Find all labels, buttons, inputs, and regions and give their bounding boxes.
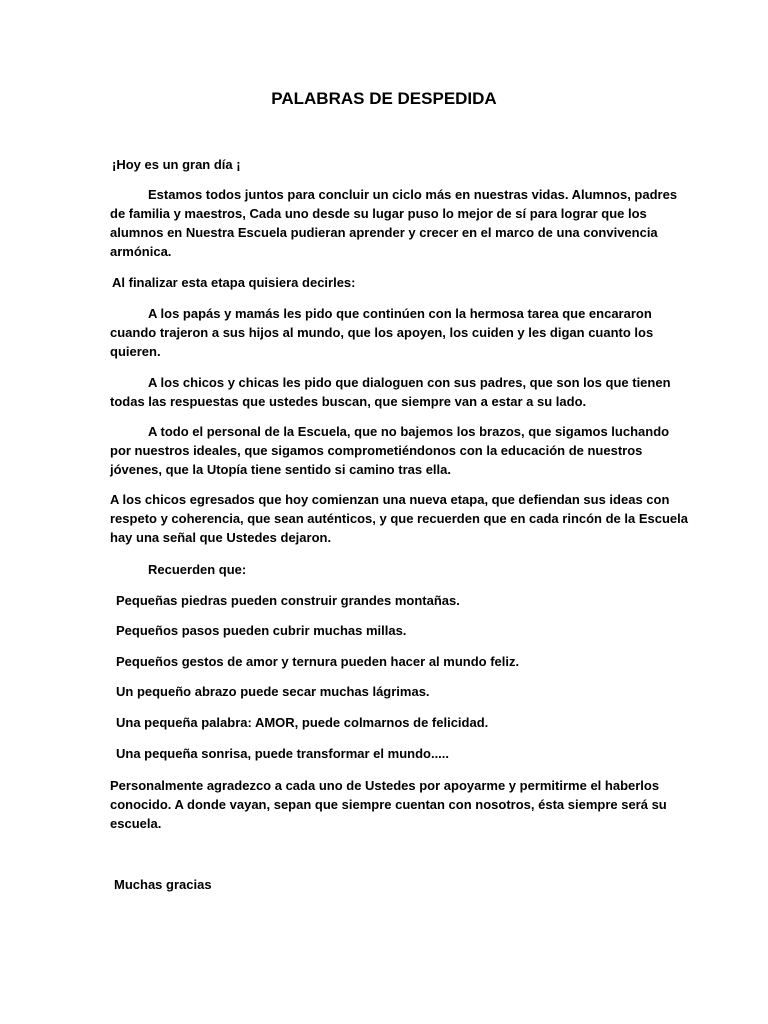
closing-line-2: conocido. A donde vayan, sepan que siempre cuentan con nosotros, ésta siempre será su — [110, 797, 667, 812]
saying-5: Una pequeña palabra: AMOR, puede colmarnos de felicidad. — [116, 715, 489, 730]
page-title: PALABRAS DE DESPEDIDA — [271, 89, 497, 108]
p5-line-1: A los chicos egresados que hoy comienzan una nueva etapa, que defiendan sus ideas con — [110, 492, 670, 507]
recuerden-line: Recuerden que: — [148, 562, 247, 577]
p3-line-2: todas las respuestas que ustedes buscan, que siempre van a estar a su lado. — [110, 394, 587, 409]
p5-line-2: respeto y coherencia, que sean auténticos, y que recuerden que en cada rincón de la Escuela — [110, 511, 688, 526]
p4-line-3: jóvenes, que la Utopía tiene sentido si camino tras ella. — [110, 462, 451, 477]
saying-4: Un pequeño abrazo puede secar muchas lágrimas. — [116, 684, 430, 699]
thanks-line: Muchas gracias — [114, 877, 212, 892]
p2-line-2: cuando trajeron a sus hijos al mundo, que los apoyen, los cuiden y les digan cuanto los — [110, 325, 654, 340]
p4-line-2: por nuestros ideales, que sigamos comprometiéndonos con la educación de nuestros — [110, 443, 643, 458]
p1-line-2: de familia y maestros, Cada uno desde su lugar puso lo mejor de sí para lograr que los — [110, 206, 647, 221]
p2-line-1: A los papás y mamás les pido que continúen con la hermosa tarea que encararon — [148, 306, 652, 321]
p3-line-1: A los chicos y chicas les pido que dialoguen con sus padres, que son los que tienen — [148, 375, 671, 390]
p4-line-1: A todo el personal de la Escuela, que no bajemos los brazos, que sigamos luchando — [148, 424, 670, 439]
closing-line-1: Personalmente agradezco a cada uno de Ustedes por apoyarme y permitirme el haberlos — [110, 778, 660, 793]
p5-line-3: hay una señal que Ustedes dejaron. — [110, 530, 332, 545]
saying-2: Pequeños pasos pueden cubrir muchas millas. — [116, 623, 407, 638]
greeting: ¡Hoy es un gran día ¡ — [112, 157, 241, 172]
p1-line-1: Estamos todos juntos para concluir un ciclo más en nuestras vidas. Alumnos, padres — [148, 187, 678, 202]
intro-line: Al finalizar esta etapa quisiera decirles: — [112, 275, 356, 290]
saying-3: Pequeños gestos de amor y ternura pueden hacer al mundo feliz. — [116, 654, 520, 669]
p1-line-3: alumnos en Nuestra Escuela pudieran aprender y crecer en el marco de una convivencia — [110, 225, 658, 240]
p1-line-4: armónica. — [110, 244, 172, 259]
p2-line-3: quieren. — [110, 344, 161, 359]
saying-6: Una pequeña sonrisa, puede transformar el mundo..... — [116, 746, 450, 761]
closing-line-3: escuela. — [110, 816, 162, 831]
saying-1: Pequeñas piedras pueden construir grandes montañas. — [116, 593, 460, 608]
